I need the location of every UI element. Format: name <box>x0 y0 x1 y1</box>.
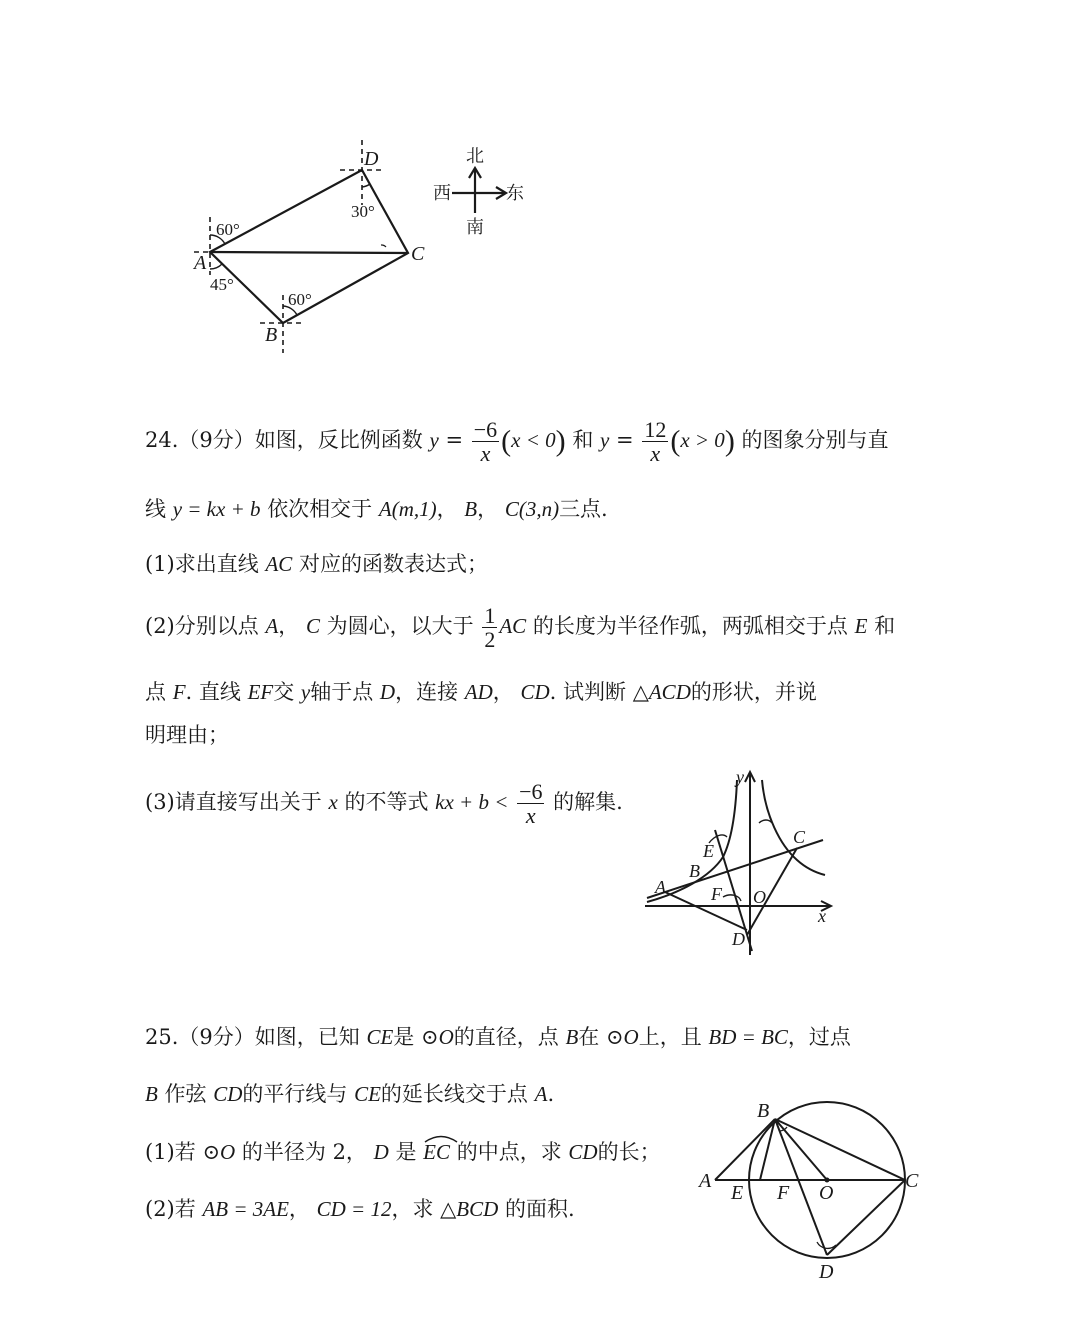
q24-line2: 线 y = kx + b 依次相交于 A(m,1)， B， C(3,n)三点. <box>145 497 608 521</box>
arc-f <box>723 895 741 901</box>
label-b: B <box>265 324 278 346</box>
compass-south: 南 <box>466 217 484 237</box>
angle-label-d30: 30° <box>351 202 375 221</box>
q24-inequality: kx + b < <box>435 790 509 815</box>
q24-line-equation: y = kx + b <box>172 497 261 521</box>
q24-part1: (1)求出直线 AC 对应的函数表达式； <box>145 552 488 576</box>
angle-arc-c <box>381 245 386 247</box>
compass-west: 西 <box>433 183 451 203</box>
q25-part2: (2)若 AB = 3AE， CD = 12，求 △BCD 的面积. <box>145 1197 575 1221</box>
label-c: C <box>411 243 425 265</box>
arc-small <box>759 820 772 823</box>
q24-fraction-2: $\frac{12}{x}$ <box>644 417 667 467</box>
label-f: F <box>711 884 722 904</box>
segment-bo <box>775 1119 827 1180</box>
q24-point-c: C(3,n) <box>504 497 560 521</box>
label-e: E <box>703 841 714 861</box>
label-d: D <box>364 148 379 170</box>
label-b: B <box>757 1100 770 1122</box>
q24-part3-fraction: $\frac{-6}{x}$ <box>519 779 543 829</box>
figure-q24 <box>635 765 840 960</box>
label-d: D <box>819 1261 834 1283</box>
arc-overline-icon <box>423 1133 459 1143</box>
segment-cd <box>827 1180 905 1255</box>
q24-intro: 24.（9分）如图，反比例函数 <box>145 428 423 453</box>
label-f: F <box>777 1182 790 1204</box>
label-e: E <box>731 1182 744 1204</box>
segment-ac <box>210 252 408 253</box>
q24-part3: (3)请直接写出关于 x 的不等式 kx + b < $\frac{-6}{x}$ 的解集. <box>145 779 623 829</box>
label-c: C <box>905 1170 919 1192</box>
label-d: D <box>732 929 745 949</box>
label-y: y <box>736 767 744 787</box>
q24-line1: 24.（9分）如图，反比例函数 y = $\frac{-6}{x}$ (x < 0) 和 y = $\frac{12}{x}$ (x > 0) 的图象分别与直 <box>145 417 889 467</box>
q24-part2-line2: 点 F. 直线 EF交 y轴于点 D，连接 AD， CD. 试判断 △ACD的形状，并说 <box>145 680 817 704</box>
label-x: x <box>818 906 826 926</box>
label-o: O <box>753 887 766 907</box>
q25-part1: (1)若 ⊙O 的半径为 2， D 是 EC 的中点，求 CD的长； <box>145 1140 661 1165</box>
label-b: B <box>689 861 700 881</box>
angle-label-a45: 45° <box>210 275 234 294</box>
angle-arc-d30 <box>362 184 370 187</box>
label-a: A <box>655 877 666 897</box>
q24-part2-line1: (2)分别以点 A， C 为圆心，以大于 $\frac{1}{2}$ AC 的长度为半径作弧，两弧相交于点 E 和 <box>145 603 896 653</box>
angle-arc-a45 <box>210 264 222 269</box>
q25-line1: 25.（9分）如图，已知 CE是 ⊙O的直径，点 B在 ⊙O上，且 BD = BC，过点 <box>145 1025 851 1049</box>
compass-north: 北 <box>466 146 484 166</box>
q24-part2-line3: 明理由； <box>145 723 229 747</box>
q24-fraction-1: $\frac{-6}{x}$ <box>473 417 498 467</box>
q25-arc-ec: EC <box>423 1140 450 1165</box>
label-a: A <box>194 252 207 274</box>
figure-q25 <box>695 1095 930 1285</box>
q24-point-b: B <box>464 497 478 521</box>
angle-label-b60: 60° <box>288 290 312 309</box>
label-a: A <box>699 1170 712 1192</box>
segment-ab <box>715 1119 775 1180</box>
q25-line2: B 作弦 CD的平行线与 CE的延长线交于点 A. <box>145 1082 555 1106</box>
q24-cond-1: x < 0 <box>511 428 556 453</box>
q24-cond-2: x > 0 <box>680 428 725 453</box>
label-c: C <box>793 827 806 847</box>
angle-arc-d <box>817 1242 836 1248</box>
q24-point-a: A(m,1) <box>378 497 437 521</box>
q24-half-fraction: $\frac{1}{2}$ <box>484 603 496 653</box>
figure-q23 <box>180 135 550 365</box>
compass-east: 东 <box>506 183 524 203</box>
label-o: O <box>819 1182 834 1204</box>
angle-label-a60: 60° <box>216 220 240 239</box>
